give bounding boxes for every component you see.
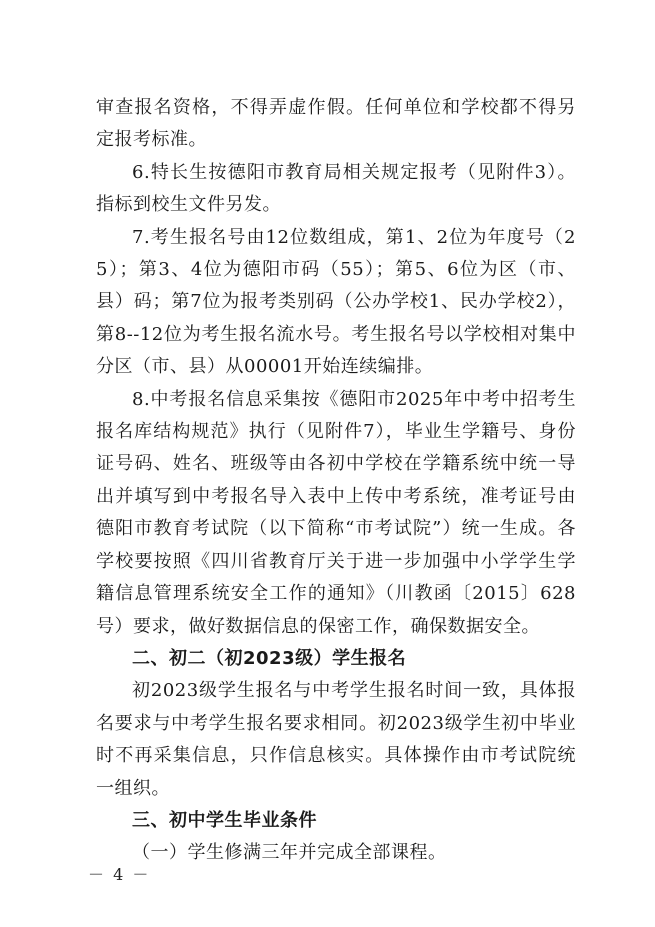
section-heading-graduation-conditions: 三、初中学生毕业条件 xyxy=(132,809,317,831)
paragraph-registration-qualification: 审查报名资格，不得弄虚作假。任何单位和学校都不得另定报考标准。 xyxy=(96,97,576,151)
paragraph-item-6-specialty-students: 6.特长生按德阳市教育局相关规定报考（见附件3）。指标到校生文件另发。 xyxy=(96,161,576,216)
page-number: － 4 － xyxy=(88,865,151,884)
section-heading-grade-8-registration: 二、初二（初2023级）学生报名 xyxy=(132,647,407,669)
paragraph-item-8-information-collection: 8.中考报名信息采集按《德阳市2025年中考中招考生报名库结构规范》执行（见附件7），毕业生学籍号、身份证号码、姓名、班级等由各初中学校在学籍系统中统一导出并填写到中考报名导入表中上传中考系统，准考证号由德阳市教育考试院（以下简称“市考试院”）统一生成。各学校要按照《四川省教育厅关于进一步加强中小学学生学籍信息管理系统安全工作的通知》（川教函〔2015〕628号）要求，做好数据信息的保密工作，确保数据安全。 xyxy=(96,388,576,637)
paragraph-condition-1: （一）学生修满三年并完成全部课程。 xyxy=(132,842,447,864)
document-body xyxy=(96,92,576,870)
paragraph-grade-2023-registration: 初2023级学生报名与中考学生报名时间一致，具体报名要求与中考学生报名要求相同。初2023级学生初中毕业时不再采集信息，只作信息核实。具体操作由市考试院统一组织。 xyxy=(96,680,576,799)
paragraph-item-7-registration-number: 7.考生报名号由12位数组成，第1、2位为年度号（25）；第3、4位为德阳市码（55）；第5、6位为区（市、县）码；第7位为报考类别码（公办学校1、民办学校2），第8--12位为考生报名流水号。考生报名号以学校相对集中分区（市、县）从00001开始连续编排。 xyxy=(96,226,576,378)
